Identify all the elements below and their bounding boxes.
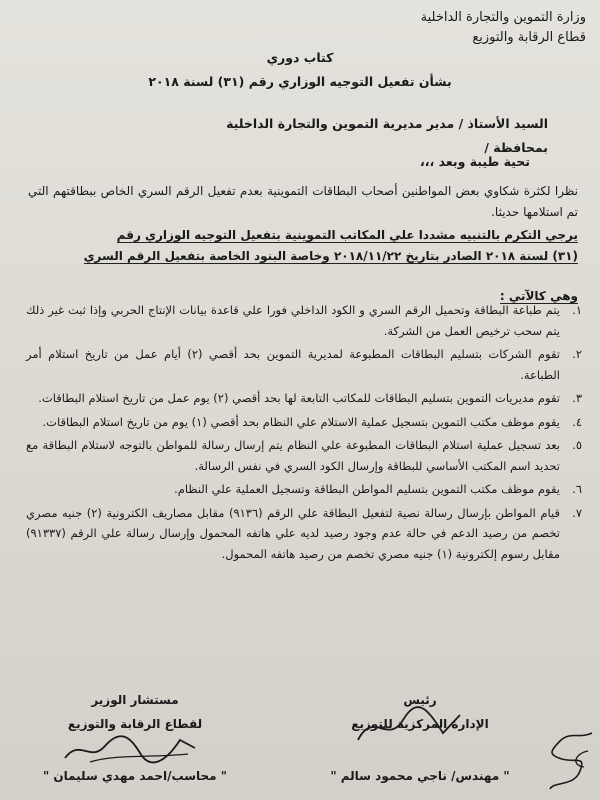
item-number: ٧. bbox=[572, 505, 582, 520]
list-item bbox=[26, 479, 582, 500]
item-text: تقوم الشركات بتسليم البطاقات المطبوعة لمديرية التموين بحد أقصي (٢) أيام عمل من تاريخ استلام أمر الطباعة. bbox=[26, 347, 560, 382]
item-number: ٢. bbox=[572, 347, 582, 361]
item-text: يتم طباعة البطاقة وتحميل الرقم السري و الكود الداخلي فورا علي قاعدة بيانات الإنتاج الحربي وإذا ثبت غير ذلك يتم سحب ترخيص العمل من الشركة. bbox=[26, 303, 560, 338]
list-item bbox=[26, 503, 582, 565]
handwritten-signature-right bbox=[348, 705, 468, 750]
greeting: تحية طيبة وبعد ،،، bbox=[420, 154, 530, 169]
signer-name: " مهندس/ ناجي محمود سالم " bbox=[330, 769, 510, 783]
item-text: قيام المواطن بإرسال رسالة نصية لتفعيل البطاقة علي الرقم (٩١٣٦) مقابل مصاريف الكترونية (٢) جنيه مصري تخصم من رصيد الدعم في حالة عدم وجود رصيد لديه علي هاتفه المحمول وإرسال رسالة علي الرقم (٩١٣٣٧) مقابل رسوم إلكترونية (١) جنيه مصري تخصم من رصيد هاتفه المحمول. bbox=[26, 505, 560, 561]
signer-unit: الإدارة المركزية للتوزيع bbox=[351, 717, 489, 731]
item-text: تقوم مديريات التموين بتسليم البطاقات للمكاتب التابعة لها بحد أقصي (٢) يوم عمل من تاريخ استلام البطاقات. bbox=[38, 391, 560, 405]
handwritten-margin-note bbox=[540, 725, 598, 795]
signer-unit: لقطاع الرقابة والتوزيع bbox=[67, 717, 203, 731]
list-item bbox=[26, 435, 582, 476]
signer-role: رئيس bbox=[403, 693, 437, 707]
item-text: يقوم موظف مكتب التموين بتسجيل عملية الاستلام علي النظام بحد أقصي (١) يوم من تاريخ استلام البطاقات. bbox=[42, 414, 560, 429]
item-number: ٤. bbox=[572, 414, 582, 429]
list-item bbox=[26, 344, 582, 385]
addressee-line-2: بمحافظة / bbox=[484, 140, 548, 155]
item-number: ٣. bbox=[572, 391, 582, 405]
list-item bbox=[26, 412, 582, 433]
signer-name: " محاسب/احمد مهدي سليمان " bbox=[42, 769, 228, 783]
item-number: ١. bbox=[572, 303, 582, 317]
list-item bbox=[26, 300, 582, 341]
instruction-line-1: يرجي التكرم بالتنبيه مشددا علي المكاتب التموينية بتفعيل التوجيه الوزاري رقم bbox=[116, 228, 578, 242]
addressee bbox=[226, 112, 548, 160]
items-lead: وهي كالآتي : bbox=[499, 289, 578, 303]
item-text: يقوم موظف مكتب التموين بتسليم المواطن البطاقة وتسجيل العملية علي النظام. bbox=[174, 482, 560, 496]
document-subject: بشأن تفعيل التوجيه الوزاري رقم (٣١) لسنة ٢٠١٨ bbox=[148, 74, 452, 89]
item-text: بعد تسجيل عملية استلام البطاقات المطبوعة علي النظام يتم إرسال رسالة للمواطن بالتوجه لاستلام البطاقة مع تحديد اسم المكتب الأساسي للبطاقة وإرسال الكود السري في نفس الرسالة. bbox=[26, 438, 560, 473]
item-number: ٥. bbox=[572, 438, 582, 452]
letterhead bbox=[421, 8, 586, 48]
item-number: ٦. bbox=[572, 482, 582, 496]
items-list bbox=[26, 300, 582, 567]
addressee-line-1: السيد الأستاذ / مدير مديرية التموين والتجارة الداخلية bbox=[226, 116, 548, 131]
list-item bbox=[26, 388, 582, 409]
handwritten-signature-left bbox=[60, 728, 200, 768]
intro-paragraph: نظرا لكثرة شكاوي بعض المواطنين أصحاب البطاقات التموينية بعدم تفعيل الرقم السري الخاص ببطاقتهم التي تم استلامها حديثا. bbox=[28, 184, 578, 219]
ministry-name: وزارة التموين والتجارة الداخلية bbox=[420, 10, 586, 25]
document-title: كتاب دوري bbox=[266, 50, 334, 65]
sector-name: قطاع الرقابة والتوزيع bbox=[472, 30, 586, 45]
instruction-paragraph bbox=[28, 225, 578, 267]
instruction-line-2: (٣١) لسنة ٢٠١٨ الصادر بتاريخ ٢٠١٨/١١/٢٢ وخاصة البنود الخاصة بتفعيل الرقم السري bbox=[83, 249, 578, 263]
signer-role: مستشار الوزير bbox=[91, 693, 179, 707]
